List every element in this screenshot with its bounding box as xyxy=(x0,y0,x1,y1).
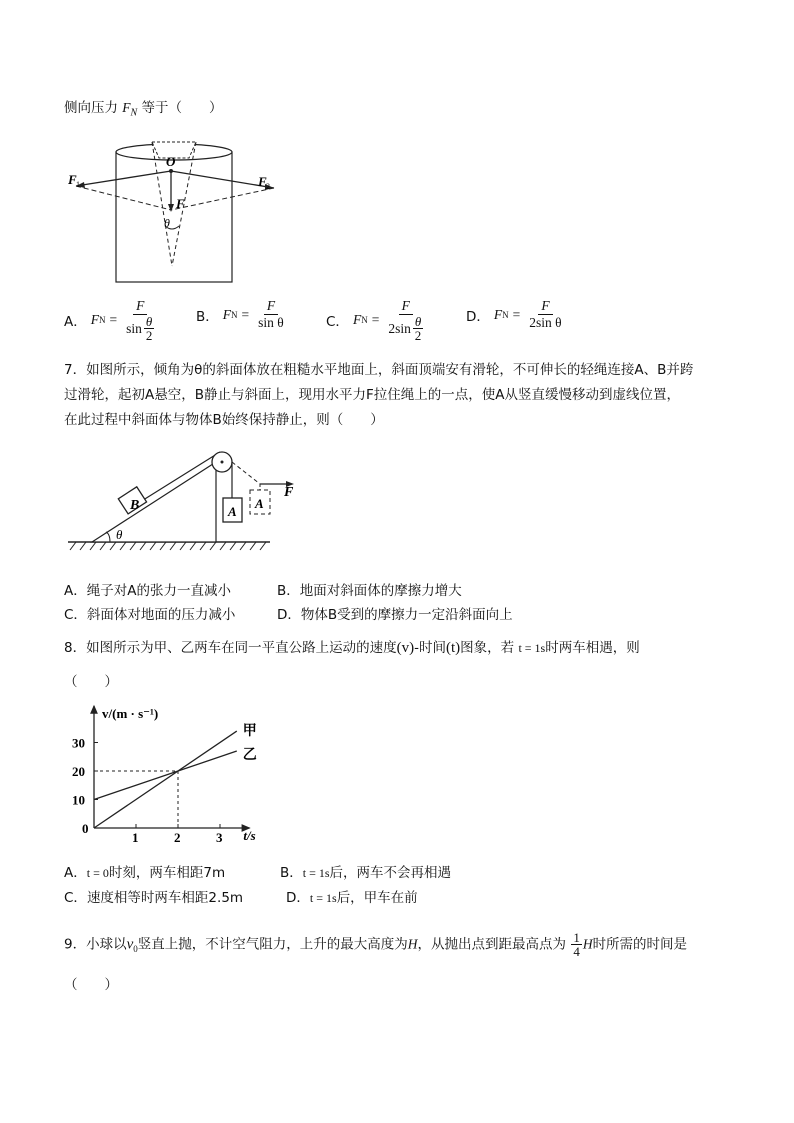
label-f2: F xyxy=(258,174,267,189)
label-force-f: F xyxy=(284,485,294,500)
q7-stem-line3: 在此过程中斜面体与物体B始终保持静止，则（ ） xyxy=(64,412,384,428)
q7-option-d[interactable]: D．物体B受到的摩擦力一定沿斜面向上 xyxy=(277,607,513,623)
label-theta: θ xyxy=(164,216,170,230)
q7-option-b[interactable]: B．地面对斜面体的摩擦力增大 xyxy=(277,583,462,599)
label-f1: F xyxy=(68,172,77,187)
label-block-b: B xyxy=(130,498,140,513)
point-o xyxy=(169,169,173,173)
label-angle-theta: θ xyxy=(116,527,123,542)
q8-option-b[interactable]: B．t = 1s后，两车不会再相遇 xyxy=(280,865,452,881)
q7-option-c[interactable]: C．斜面体对地面的压力减小 xyxy=(64,607,236,623)
label-block-a-dashed: A xyxy=(255,496,264,511)
q6-option-d[interactable]: D． F N = $\frac{F}{\text{2sin θ}}$ xyxy=(466,298,562,330)
q7-stem-line2: 过滑轮，起初A悬空，B静止与斜面上，现用水平力F拉住绳上的一点，使A从竖直缓慢移动到虚线位置， xyxy=(64,387,680,403)
label-o: O xyxy=(166,154,176,169)
q8-option-c[interactable]: C．速度相等时两车相距2.5m xyxy=(64,890,244,906)
q8-option-d[interactable]: D．t = 1s后，甲车在前 xyxy=(286,890,418,906)
q7-option-a[interactable]: A．绳子对A的张力一直减小 xyxy=(64,583,231,599)
q9-stem-line1: 9．小球以$v_0$竖直上抛，不计空气阻力，上升的最大高度为H，从抛出点到距最高点为 $\frac{1}{4}$ H时所需的时间是 xyxy=(64,930,688,959)
q6-option-a[interactable]: A． F N = F sin θ 2 xyxy=(64,298,153,343)
label-block-a: A xyxy=(228,504,237,519)
q7-stem-line1: 7．如图所示，倾角为θ的斜面体放在粗糙水平地面上，斜面顶端安有滑轮，不可伸长的轻绳连接A、B并跨 xyxy=(64,362,694,378)
q8-stem-line1: 8．如图所示为甲、乙两车在同一平直公路上运动的速度(v)-时间(t)图象，若 t = 1s时两车相遇，则 xyxy=(64,640,640,656)
q6-option-b[interactable]: B． F N = $\frac{F}{\text{sin θ}}$ xyxy=(196,298,284,330)
figure-incline-pulley xyxy=(64,446,304,554)
q9-stem-line2: （ ） xyxy=(64,977,118,993)
series-line-2 xyxy=(94,751,237,799)
vt-chart xyxy=(64,700,294,850)
x-tick-label: 2 xyxy=(174,830,181,845)
y-axis-label: v/(m · s⁻¹) xyxy=(102,706,159,721)
q6-option-c[interactable]: C． F N = F 2sin θ 2 xyxy=(326,298,422,343)
series-line-1 xyxy=(94,731,237,828)
series-label-1: 甲 xyxy=(242,723,257,740)
y-tick-label: 20 xyxy=(72,764,85,779)
y-tick-label: 30 xyxy=(72,735,85,751)
x-tick-label: 3 xyxy=(216,830,223,845)
q8-stem-line2: （ ） xyxy=(64,674,118,690)
label-f: F xyxy=(176,196,185,211)
figure-wedge-in-cup xyxy=(64,138,284,286)
q8-option-a[interactable]: A．t = 0时刻，两车相距7m xyxy=(64,865,226,881)
x-tick-label: 1 xyxy=(132,830,139,845)
question-6-stem: 侧向压力 $F_N$ 等于（ ） xyxy=(64,100,223,119)
y-tick-label: 10 xyxy=(72,792,85,808)
series-label-2: 乙 xyxy=(242,747,257,764)
x-axis-label: t/s xyxy=(243,828,256,843)
y-tick-label: 0 xyxy=(82,821,89,836)
label-f2-sub: 2 xyxy=(266,182,270,191)
label-f1-sub: 1 xyxy=(76,180,80,189)
